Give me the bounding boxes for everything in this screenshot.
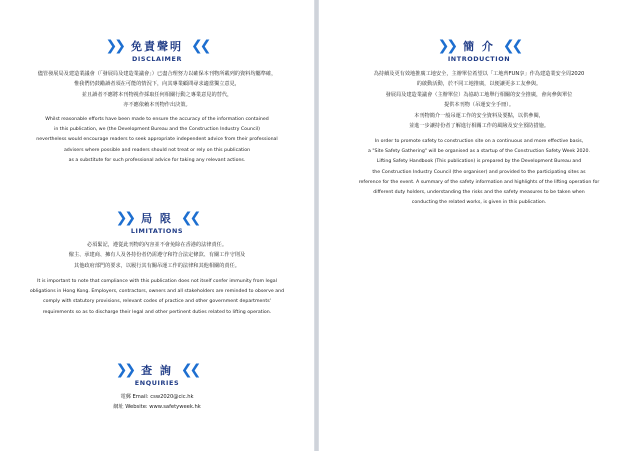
email-line[interactable]: 電郵 Email: csw2020@cic.hk [120, 394, 194, 400]
text-line: the Construction Industry Council (the organiser) and provided to the participating sites as [372, 169, 586, 175]
text-line: 提供本刊物（吊運安全手冊）。 [443, 102, 515, 109]
text-line: comply with statutory provisions, relevant codes of practice and other government departments' [43, 299, 271, 305]
enquiries-heading [0, 362, 314, 387]
introduction-paragraph-zh [325, 69, 633, 131]
text-line: reference for the event. A summary of the safety information and highlights of the lifting operation for [358, 179, 600, 185]
text-line: It is important to note that compliance with this publication does not itself confer immunity from legal [37, 279, 277, 284]
text-line: 其他政府部門的要求，以履行其有關吊運工作的法律和其他相關的責任。 [73, 262, 240, 269]
text-line: Lifting Safety Handbook (This publication) is prepared by the Development Bureau and [376, 159, 582, 165]
website-line[interactable]: 網址 Website: www.safetyweek.hk [113, 404, 201, 411]
double-chevron-left-icon: ❮❮ [180, 210, 199, 226]
limitations-heading [0, 210, 314, 235]
text-line: 惟我們仍鼓勵讀者須在可能的情況下，向其專業顧問尋求適當獨立意見， [73, 81, 240, 88]
enquiries-title-en: ENQUIRIES [134, 379, 180, 387]
text-line: obligations in Hong Kong. Employers, contractors, owners and all stakeholders are reminded to observe and [29, 289, 285, 295]
text-line: 僱主、承建商、擁有人及各持份者仍需遵守和符合法定條款、有關工作守則及 [68, 252, 246, 259]
introduction-title-zh: 簡 介 [463, 40, 495, 53]
enquiries-title-zh: 查 詢 [141, 364, 173, 377]
double-chevron-left-icon: ❮❮ [180, 362, 199, 378]
disclaimer-paragraph-zh [6, 69, 308, 111]
text-line: 為持續及更有效地推廣工地安全，主辦單位希望以「工地齊FUN享」作為建造業安全周2020 [373, 71, 585, 77]
text-line: 並進一步讓持份者了解進行相關工作的風險及安全預防措施。 [408, 123, 550, 130]
left-page [0, 0, 315, 451]
enquiries-contact [6, 392, 308, 413]
disclaimer-paragraph-en [6, 115, 308, 166]
double-chevron-right-icon: ❯❯ [115, 362, 134, 378]
text-line: conducting the related works, is given in this publication. [411, 200, 547, 206]
right-page [318, 0, 638, 451]
text-line: 本刊物簡介一般吊運工作的安全資料及要點，以供參閱， [414, 112, 544, 119]
text-line: In order to promote safety to construction site on a continuous and more effective basis, [374, 139, 584, 144]
double-chevron-left-icon: ❮❮ [502, 38, 521, 54]
double-chevron-right-icon: ❯❯ [115, 210, 134, 226]
text-line: 儘管發展局及建造業議會（「發展局及建造業議會」）已盡合理努力以確保本刊物所載列的資料均屬準確， [37, 71, 277, 77]
text-line: 必須緊記，遵從此刊物的內容並不會免除在香港的法律責任。 [86, 242, 228, 248]
disclaimer-heading [0, 38, 314, 63]
text-line: 亦不應依賴本刊物作出決策。 [123, 102, 191, 109]
introduction-heading [319, 38, 638, 63]
text-line: 的啟動活動，於不同工地推廣，以便讓更多工友參與。 [416, 81, 542, 88]
limitations-title-zh: 局 限 [141, 212, 173, 225]
text-line: 發展局及建造業議會（主辦單位）為協助工地舉行相關的安全推廣，會向參與單位 [385, 91, 573, 98]
text-line: requirements so as to discharge their legal and other pertinent duties related to lifting operation. [42, 309, 272, 315]
introduction-title-en: INTRODUCTION [447, 55, 511, 63]
text-line: as a substitute for such professional advice for taking any relevant actions. [68, 157, 246, 163]
limitations-paragraph-zh [6, 240, 308, 271]
text-line: nevertheless would encourage readers to seek appropriate independent advice from their professional [36, 137, 278, 143]
text-line: a "Site Safety Gathering" will be organised as a startup of the Construction Safety Week 2020. [367, 149, 590, 155]
double-chevron-right-icon: ❯❯ [105, 38, 123, 54]
text-line: advisers where possible and readers should not treat or rely on this publication [63, 147, 251, 153]
text-line: different duty holders, understanding the risks and the safety measures to be taken when [373, 190, 585, 196]
disclaimer-title-en: DISCLAIMER [131, 55, 183, 63]
introduction-paragraph-en [325, 137, 633, 208]
text-line: 並且讀者不應將本刊物視作採取任何相關行動之專業意見的替代， [81, 91, 233, 98]
double-chevron-left-icon: ❮❮ [191, 38, 209, 54]
limitations-title-en: LIMITATIONS [130, 227, 184, 235]
limitations-paragraph-en [6, 277, 308, 318]
double-chevron-right-icon: ❯❯ [437, 38, 456, 54]
disclaimer-title-zh: 免責聲明 [131, 40, 183, 53]
text-line: in this publication, we (the Development Bureau and the Construction Industry Council) [54, 127, 260, 133]
text-line: Whilst reasonable efforts have been made to ensure the accuracy of the information contained [45, 117, 269, 122]
